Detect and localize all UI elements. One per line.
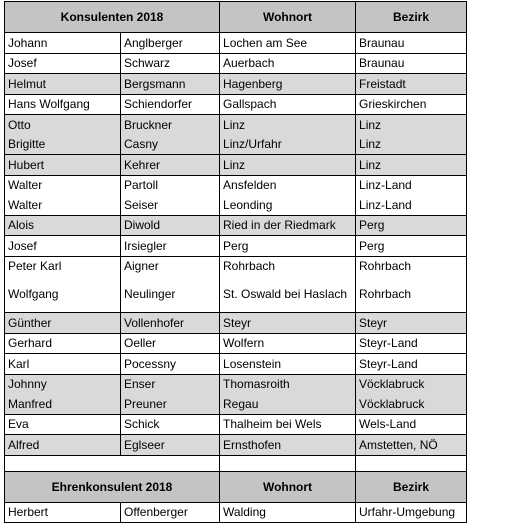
table-row [5,435,467,456]
first-name-cell: Alois [5,215,121,236]
header-row-ehrenkonsulent [5,471,467,502]
bezirk-cell: Amstetten, NÖ [356,435,467,456]
bezirk-cell: Grieskirchen [356,94,467,115]
last-name-cell: Schwarz [121,53,220,74]
wohnort-cell: Perg [220,236,356,257]
bezirk-cell: Steyr-Land [356,354,467,375]
header-konsulenten: Konsulenten 2018 [5,2,220,33]
bezirk-cell: Steyr [356,313,467,334]
last-name-cell: Pocessny [121,354,220,375]
table-row [5,333,467,354]
first-name-cell: Walter [5,175,121,195]
last-name-cell: Offenberger [121,502,220,523]
table-row [5,33,467,54]
wohnort-cell: Ernsthofen [220,435,356,456]
bezirk-cell: Freistadt [356,74,467,95]
first-name-cell: Karl [5,354,121,375]
bezirk-cell: Braunau [356,33,467,54]
wohnort-cell: Linz [220,115,356,135]
wohnort-cell: Thomasroith [220,374,356,394]
header-bezirk: Bezirk [356,2,467,33]
table-row [5,115,467,135]
first-name-cell: Peter Karl [5,256,121,276]
bezirk-cell: Vöcklabruck [356,374,467,394]
first-name-cell: Brigitte [5,135,121,155]
last-name-cell: Casny [121,135,220,155]
table-row [5,94,467,115]
first-name-cell: Josef [5,53,121,74]
bezirk-cell: Linz [356,135,467,155]
bezirk-cell: Braunau [356,53,467,74]
bezirk-cell: Rohrbach [356,256,467,276]
wohnort-cell: Ried in der Riedmark [220,215,356,236]
spacer-cell [356,455,467,471]
last-name-cell: Kehrer [121,155,220,176]
bezirk-cell: Linz [356,115,467,135]
wohnort-cell: Rohrbach [220,256,356,276]
last-name-cell: Bergsmann [121,74,220,95]
last-name-cell: Enser [121,374,220,394]
bezirk-cell: Linz [356,155,467,176]
spacer-cell [121,455,220,471]
wohnort-cell: Linz/Urfahr [220,135,356,155]
first-name-cell: Eva [5,414,121,435]
first-name-cell: Hans Wolfgang [5,94,121,115]
last-name-cell: Anglberger [121,33,220,54]
last-name-cell: Schiendorfer [121,94,220,115]
header-wohnort: Wohnort [220,2,356,33]
last-name-cell: Bruckner [121,115,220,135]
last-name-cell: Oeller [121,333,220,354]
konsulenten-table [4,1,467,523]
spacer-cell [220,455,356,471]
table-row [5,175,467,195]
table-row [5,135,467,155]
last-name-cell: Diwold [121,215,220,236]
first-name-cell: Herbert [5,502,121,523]
table-row [5,74,467,95]
first-name-cell: Walter [5,195,121,215]
first-name-cell: Johann [5,33,121,54]
header-wohnort: Wohnort [220,471,356,502]
wohnort-cell: Leonding [220,195,356,215]
first-name-cell: Alfred [5,435,121,456]
last-name-cell: Preuner [121,394,220,414]
last-name-cell: Neulinger [121,276,220,313]
first-name-cell: Manfred [5,394,121,414]
first-name-cell: Helmut [5,74,121,95]
first-name-cell: Otto [5,115,121,135]
table-row [5,53,467,74]
last-name-cell: Eglseer [121,435,220,456]
first-name-cell: Wolfgang [5,276,121,313]
header-ehrenkonsulent: Ehrenkonsulent 2018 [5,471,220,502]
wohnort-cell: Regau [220,394,356,414]
wohnort-cell: Lochen am See [220,33,356,54]
bezirk-cell: Steyr-Land [356,333,467,354]
table-row [5,313,467,334]
wohnort-cell: Wolfern [220,333,356,354]
last-name-cell: Aigner [121,256,220,276]
last-name-cell: Partoll [121,175,220,195]
wohnort-cell: Auerbach [220,53,356,74]
wohnort-cell: Thalheim bei Wels [220,414,356,435]
first-name-cell: Gerhard [5,333,121,354]
wohnort-cell: Linz [220,155,356,176]
bezirk-cell: Linz-Land [356,175,467,195]
table-row [5,374,467,394]
table-row [5,215,467,236]
bezirk-cell: Linz-Land [356,195,467,215]
last-name-cell: Vollenhofer [121,313,220,334]
first-name-cell: Johnny [5,374,121,394]
wohnort-cell: Walding [220,502,356,523]
wohnort-cell: Gallspach [220,94,356,115]
table-row [5,195,467,215]
first-name-cell: Hubert [5,155,121,176]
table-row [5,276,467,313]
table-body [5,2,467,523]
last-name-cell: Irsiegler [121,236,220,257]
header-row-konsulenten [5,2,467,33]
wohnort-cell: St. Oswald bei Haslach [220,276,356,313]
bezirk-cell: Vöcklabruck [356,394,467,414]
bezirk-cell: Wels-Land [356,414,467,435]
bezirk-cell: Rohrbach [356,276,467,313]
table-row [5,256,467,276]
table-row [5,155,467,176]
last-name-cell: Seiser [121,195,220,215]
table-row [5,236,467,257]
bezirk-cell: Perg [356,236,467,257]
spacer-row [5,455,467,471]
table-row [5,414,467,435]
first-name-cell: Josef [5,236,121,257]
wohnort-cell: Steyr [220,313,356,334]
last-name-cell: Schick [121,414,220,435]
spacer-cell [5,455,121,471]
wohnort-cell: Losenstein [220,354,356,375]
wohnort-cell: Ansfelden [220,175,356,195]
table-row [5,502,467,523]
first-name-cell: Günther [5,313,121,334]
table-row [5,394,467,414]
bezirk-cell: Urfahr-Umgebung [356,502,467,523]
header-bezirk: Bezirk [356,471,467,502]
wohnort-cell: Hagenberg [220,74,356,95]
bezirk-cell: Perg [356,215,467,236]
table-row [5,354,467,375]
